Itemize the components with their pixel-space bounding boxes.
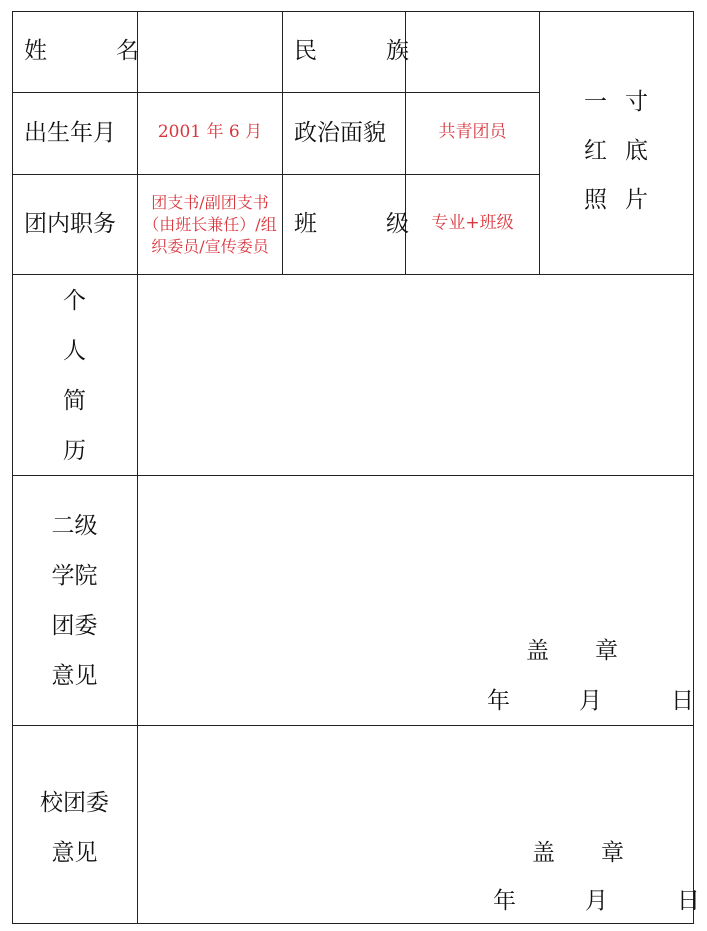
college-label-line: 团委 — [51, 613, 98, 639]
photo-line: 照片 — [584, 187, 666, 213]
name-label: 姓 名 — [24, 38, 139, 64]
school-seal: 盖 章 — [532, 840, 624, 866]
column-divider-2 — [282, 11, 283, 275]
college-opinion-label — [12, 501, 137, 701]
resume-label — [12, 276, 137, 476]
border-right — [693, 11, 694, 924]
row-divider-3 — [12, 274, 694, 275]
row-divider-5 — [12, 725, 694, 726]
ethnicity-label: 民 族 — [294, 38, 409, 64]
resume-label-char: 人 — [63, 338, 86, 364]
birth-label: 出生年月 — [24, 120, 116, 146]
resume-label-char: 历 — [63, 438, 86, 464]
resume-label-char: 简 — [63, 388, 86, 414]
row-divider-1 — [12, 92, 539, 93]
border-top — [12, 11, 694, 12]
photo-placeholder — [540, 78, 692, 225]
college-date: 年 月 日 — [487, 688, 694, 714]
photo-line: 一寸 — [584, 89, 666, 115]
college-label-line: 意见 — [51, 663, 98, 689]
border-bottom — [12, 923, 694, 924]
photo-line: 红底 — [584, 138, 666, 164]
column-divider-1 — [137, 11, 138, 924]
college-label-line: 学院 — [51, 563, 98, 589]
college-label-line: 二级 — [51, 513, 98, 539]
school-opinion-label — [12, 778, 137, 878]
birth-value: 2001 年 6 月 — [157, 122, 263, 142]
row-divider-2 — [12, 174, 539, 175]
duty-label: 团内职务 — [24, 211, 116, 237]
class-label: 班 级 — [294, 211, 409, 237]
resume-label-char: 个 — [63, 288, 86, 314]
school-label-line: 意见 — [51, 840, 98, 866]
college-seal: 盖 章 — [526, 638, 618, 664]
class-value: 专业+班级 — [431, 213, 514, 233]
political-value: 共青团员 — [438, 122, 507, 142]
school-label-line: 校团委 — [40, 790, 109, 816]
duty-value: 团支书/副团支书（由班长兼任）/组织委员/宣传委员 — [143, 193, 277, 256]
political-label: 政治面貌 — [294, 120, 386, 146]
school-date: 年 月 日 — [493, 888, 700, 914]
